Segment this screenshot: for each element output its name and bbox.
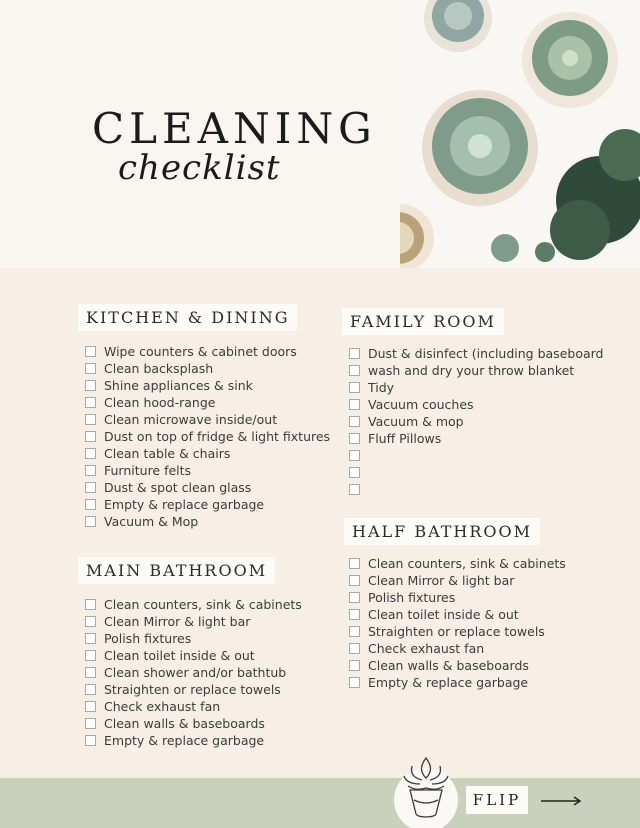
item-label: Empty & replace garbage [104,733,265,748]
kitchen-dining-heading: KITCHEN & DINING [78,304,297,331]
item-label: Clean counters, sink & cabinets [104,597,302,612]
list-item[interactable] [349,623,566,640]
list-item[interactable] [85,343,330,360]
page-title: CLEANING [92,104,377,153]
right-arrow-icon[interactable] [540,795,582,807]
item-label: Dust & spot clean glass [104,480,252,495]
item-label: Clean table & chairs [104,446,231,461]
page-subtitle: checklist [118,148,281,188]
list-item[interactable] [349,674,566,691]
half-bathroom-list [349,555,566,691]
checkbox[interactable] [349,592,360,603]
item-label: Clean walls & baseboards [104,716,265,731]
list-item[interactable] [349,447,603,464]
checkbox[interactable] [85,650,96,661]
list-item[interactable] [85,681,302,698]
item-label: wash and dry your throw blanket [368,363,575,378]
item-label: Fluff Pillows [368,431,442,446]
item-label: Check exhaust fan [104,699,221,714]
list-item[interactable] [349,657,566,674]
main-bathroom-heading: MAIN BATHROOM [78,557,275,584]
checkbox[interactable] [349,467,360,478]
list-item[interactable] [349,555,566,572]
checkbox[interactable] [85,380,96,391]
checkbox[interactable] [349,399,360,410]
list-item[interactable] [349,589,566,606]
item-label: Vacuum couches [368,397,474,412]
flip-button[interactable]: FLIP [466,786,528,814]
checkbox[interactable] [85,718,96,729]
item-label: Clean toilet inside & out [368,607,519,622]
checkbox[interactable] [85,516,96,527]
list-item[interactable] [349,606,566,623]
list-item[interactable] [85,647,302,664]
item-label: Clean Mirror & light bar [104,614,251,629]
list-item[interactable] [85,496,330,513]
item-label: Clean Mirror & light bar [368,573,515,588]
item-label: Wipe counters & cabinet doors [104,344,297,359]
list-item[interactable] [349,572,566,589]
item-label: Empty & replace garbage [104,497,265,512]
list-item[interactable] [85,411,330,428]
item-label: Clean backsplash [104,361,214,376]
checkbox[interactable] [349,643,360,654]
checkbox[interactable] [349,660,360,671]
list-item[interactable] [349,396,603,413]
checkbox[interactable] [349,609,360,620]
list-item[interactable] [85,462,330,479]
item-label: Dust & disinfect (including baseboard [368,346,604,361]
family-room-list [349,345,603,498]
checkbox[interactable] [85,414,96,425]
list-item[interactable] [85,715,302,732]
checkbox[interactable] [85,667,96,678]
item-label: Clean microwave inside/out [104,412,278,427]
checkbox[interactable] [85,346,96,357]
list-item[interactable] [349,464,603,481]
list-item[interactable] [85,513,330,530]
half-bathroom-heading: HALF BATHROOM [344,518,540,545]
list-item[interactable] [85,479,330,496]
checkbox[interactable] [85,431,96,442]
list-item[interactable] [349,640,566,657]
list-item[interactable] [85,613,302,630]
checkbox[interactable] [349,558,360,569]
checkbox[interactable] [85,448,96,459]
list-item[interactable] [349,345,603,362]
succulent-photo [400,0,640,268]
checkbox[interactable] [349,382,360,393]
list-item[interactable] [85,445,330,462]
checkbox[interactable] [349,365,360,376]
item-label: Straighten or replace towels [104,682,281,697]
checkbox[interactable] [85,684,96,695]
item-label: Check exhaust fan [368,641,485,656]
list-item[interactable] [349,481,603,498]
list-item[interactable] [85,360,330,377]
checkbox[interactable] [349,416,360,427]
checkbox[interactable] [85,397,96,408]
main-bathroom-list [85,596,302,749]
checkbox[interactable] [85,465,96,476]
checkbox[interactable] [85,363,96,374]
list-item[interactable] [85,664,302,681]
item-label: Tidy [368,380,395,395]
checkbox[interactable] [349,433,360,444]
checkbox[interactable] [349,575,360,586]
item-label: Clean hood-range [104,395,216,410]
item-label: Clean shower and/or bathtub [104,665,287,680]
list-item[interactable] [85,377,330,394]
checkbox[interactable] [85,499,96,510]
checkbox[interactable] [349,484,360,495]
succulent-pot-icon [390,748,462,828]
checkbox[interactable] [85,633,96,644]
checkbox[interactable] [85,701,96,712]
checkbox[interactable] [349,348,360,359]
checkbox[interactable] [349,450,360,461]
item-label: Straighten or replace towels [368,624,545,639]
item-label: Vacuum & mop [368,414,464,429]
item-label: Furniture felts [104,463,192,478]
checkbox[interactable] [85,616,96,627]
item-label: Empty & replace garbage [368,675,529,690]
item-label: Clean toilet inside & out [104,648,255,663]
list-item[interactable] [349,430,603,447]
list-item[interactable] [85,732,302,749]
list-item[interactable] [349,379,603,396]
checkbox[interactable] [85,599,96,610]
item-label: Vacuum & Mop [104,514,199,529]
checkbox[interactable] [85,482,96,493]
list-item[interactable] [349,362,603,379]
item-label: Clean counters, sink & cabinets [368,556,566,571]
list-item[interactable] [349,413,603,430]
checkbox[interactable] [349,677,360,688]
item-label: Polish fixtures [368,590,456,605]
item-label: Clean walls & baseboards [368,658,529,673]
family-room-heading: FAMILY ROOM [342,308,504,335]
checkbox[interactable] [349,626,360,637]
list-item[interactable] [85,630,302,647]
kitchen-dining-list [85,343,330,530]
item-label: Polish fixtures [104,631,192,646]
item-label: Dust on top of fridge & light fixtures [104,429,331,444]
checkbox[interactable] [85,735,96,746]
list-item[interactable] [85,428,330,445]
list-item[interactable] [85,394,330,411]
list-item[interactable] [85,596,302,613]
list-item[interactable] [85,698,302,715]
item-label: Shine appliances & sink [104,378,253,393]
